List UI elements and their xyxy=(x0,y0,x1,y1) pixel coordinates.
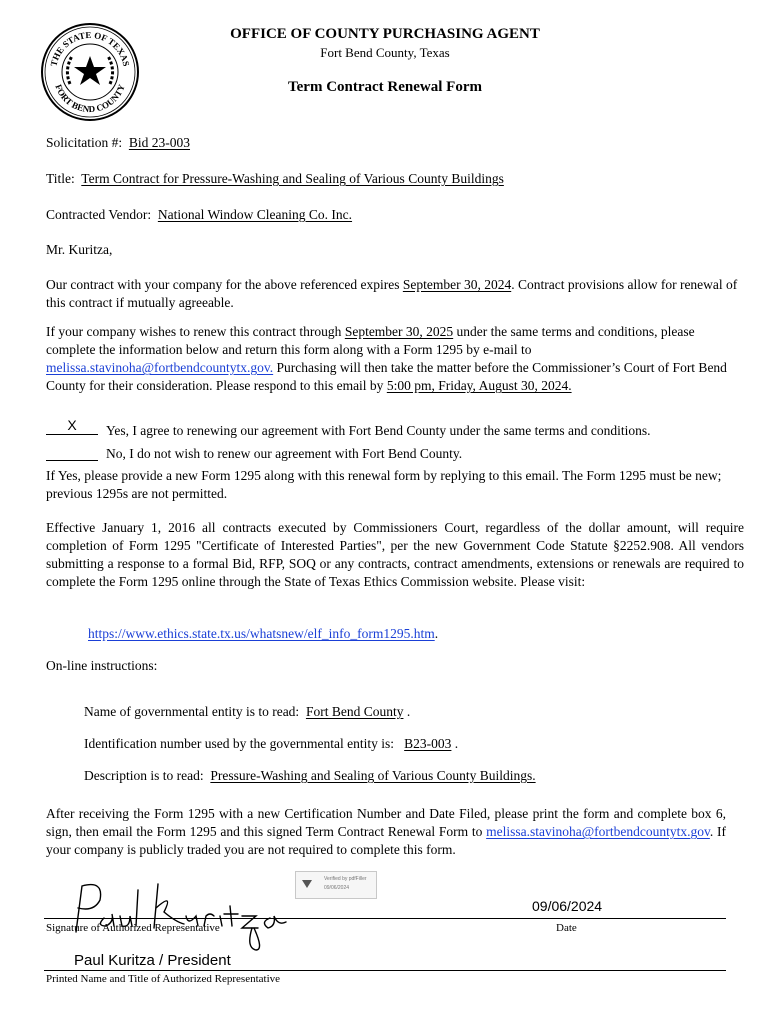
paragraph-renewal: If your company wishes to renew this contract through September 30, 2025 under the same terms and conditions, please complete the information below and return this form along with a Form 1295 by e-mail to melissa.stavinoha@fortbendcountytx.gov. Purchasing will then take the matter before the Commissioner’s Court of Fort Bend County for their consideration. Please respond to this email by 5:00 pm, Friday, August 30, 2024. xyxy=(46,324,727,393)
no-option-text: No, I do not wish to renew our agreement with Fort Bend County. xyxy=(106,446,463,461)
if-yes-note: If Yes, please provide a new Form 1295 along with this renewal form by replying to this email. The Form 1295 must be new; previous 1295s are not permitted. xyxy=(46,468,722,501)
printed-name-line xyxy=(44,970,726,971)
title-line: Title: Term Contract for Pressure-Washing and Sealing of Various County Buildings xyxy=(46,171,504,186)
id-instruction: Identification number used by the governmental entity is: B23-003 . xyxy=(84,736,459,751)
effective-note: Effective January 1, 2016 all contracts executed by Commissioners Court, regardless of the dollar amount, will require completion of Form 1295 "Certificate of Interested Parties", per the new Government Code Statute §2252.908. All vendors submitting a response to a formal Bid, RFP, SOQ or any contracts, contract amendments, extensions or renewals are required to complete the Form 1295 online through the State of Texas Ethics Commission website. Please visit: xyxy=(46,520,744,589)
printed-name-label: Printed Name and Title of Authorized Representative xyxy=(46,973,281,985)
solicitation-value: Bid 23-003 xyxy=(128,135,191,150)
solicitation-line: Solicitation #: Bid 23-003 xyxy=(46,135,191,150)
date-label: Date xyxy=(556,922,577,934)
online-instructions-heading: On-line instructions: xyxy=(46,658,158,673)
no-checkbox-line[interactable] xyxy=(46,444,98,461)
entity-instruction: Name of governmental entity is to read: Fort Bend County . xyxy=(84,704,411,719)
printed-name: Paul Kuritza / President xyxy=(74,952,231,969)
entity-value: Fort Bend County xyxy=(305,704,404,719)
email-link[interactable]: melissa.stavinoha@fortbendcountytx.gov. xyxy=(46,360,274,375)
ethics-url-line: https://www.ethics.state.tx.us/whatsnew/elf_info_form1295.htm. xyxy=(88,626,439,641)
description-instruction: Description is to read: Pressure-Washing and Sealing of Various County Buildings. xyxy=(84,768,536,783)
svg-text:FORT BEND COUNTY: FORT BEND COUNTY xyxy=(53,82,127,115)
yes-mark: X xyxy=(67,417,77,433)
signature-label: Signature of Authorized Representative xyxy=(46,922,220,934)
after-paragraph: After receiving the Form 1295 with a new Certification Number and Date Filed, please print the form and complete box 6, sign, then email the Form 1295 and this signed Term Contract Renewal Form to melissa.stavinoha@fortbendcountytx.gov. If your company is publicly traded you are not required to complete this form. xyxy=(46,806,726,857)
office-title: OFFICE OF COUNTY PURCHASING AGENT xyxy=(230,26,540,42)
signed-date: 09/06/2024 xyxy=(532,898,603,914)
yes-checkbox-line[interactable] xyxy=(46,418,98,435)
form-title: Term Contract Renewal Form xyxy=(288,79,482,95)
verified-badge: Verified by pdfFiller 09/06/2024 xyxy=(295,871,377,899)
after-email-link[interactable]: melissa.stavinoha@fortbendcountytx.gov xyxy=(486,824,710,839)
vendor-value: National Window Cleaning Co. Inc. xyxy=(157,207,353,222)
signature-line xyxy=(44,918,726,919)
title-value: Term Contract for Pressure-Washing and Sealing of Various County Buildings xyxy=(81,171,504,186)
ethics-url-link[interactable]: https://www.ethics.state.tx.us/whatsnew/elf_info_form1295.htm xyxy=(88,626,435,641)
vendor-line: Contracted Vendor: National Window Cleaning Co. Inc. xyxy=(46,207,353,222)
greeting: Mr. Kuritza, xyxy=(46,242,113,257)
handwritten-signature xyxy=(64,882,304,952)
paragraph-expiry: Our contract with your company for the above referenced expires September 30, 2024. Contract provisions allow for renewal of this contract if mutually agreeable. xyxy=(46,277,738,310)
yes-option-text: Yes, I agree to renewing our agreement with Fort Bend County under the same terms and conditions. xyxy=(106,423,651,438)
id-value: B23-003 xyxy=(404,736,452,751)
svg-text:THE STATE OF TEXAS: THE STATE OF TEXAS xyxy=(48,29,132,68)
description-value: Pressure-Washing and Sealing of Various County Buildings. xyxy=(210,768,536,783)
county-name: Fort Bend County, Texas xyxy=(320,45,450,60)
